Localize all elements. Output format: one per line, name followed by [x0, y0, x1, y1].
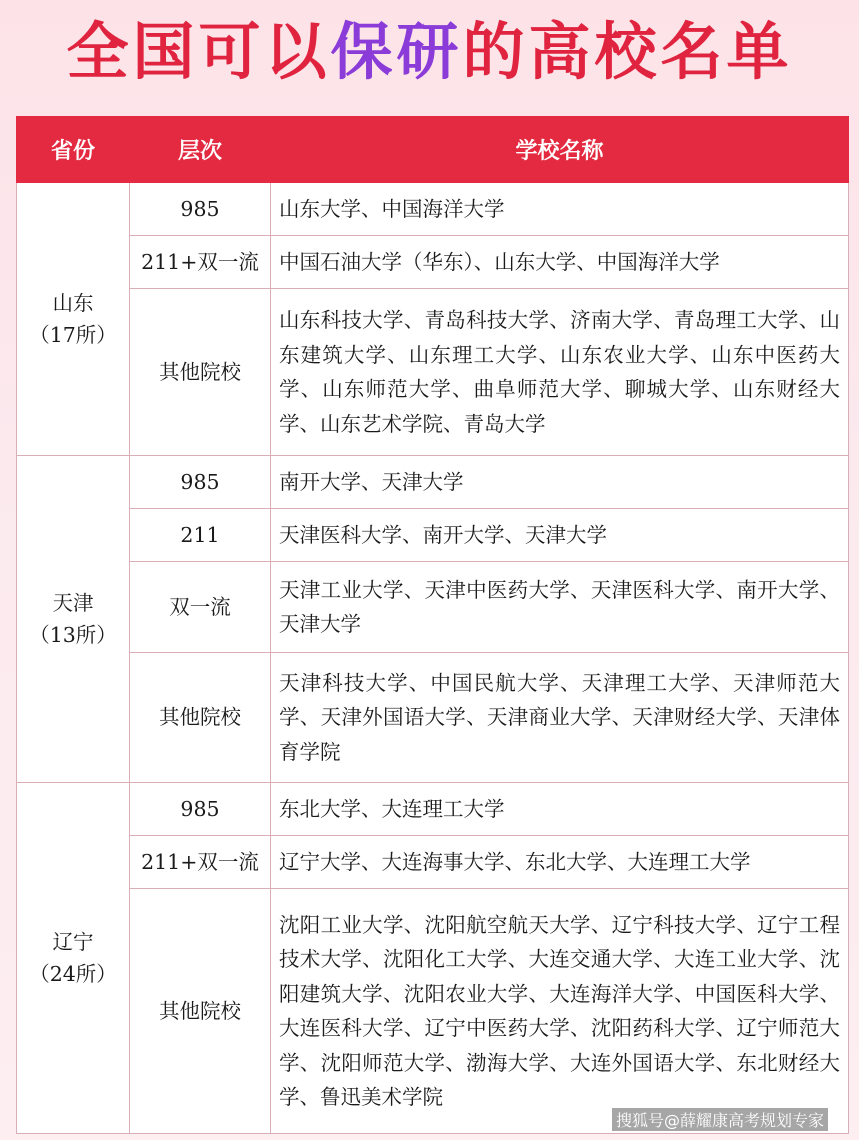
province-count: （17所）	[29, 323, 117, 347]
province-name: 天津	[52, 591, 94, 615]
header-schools: 学校名称	[271, 117, 849, 183]
table-row	[17, 509, 849, 562]
province-count: （13所）	[29, 623, 117, 647]
level-cell: 985	[130, 456, 271, 509]
province-cell-liaoning	[17, 783, 130, 1134]
level-cell: 211+双一流	[130, 236, 271, 289]
header-row	[17, 117, 849, 183]
schools-cell: 辽宁大学、大连海事大学、东北大学、大连理工大学	[271, 836, 849, 889]
schools-cell: 山东大学、中国海洋大学	[271, 183, 849, 236]
level-cell: 985	[130, 183, 271, 236]
table-row	[17, 562, 849, 653]
table-row	[17, 456, 849, 509]
level-cell: 双一流	[130, 562, 271, 653]
table-row	[17, 289, 849, 456]
province-count: （24所）	[29, 962, 117, 986]
table-row	[17, 836, 849, 889]
province-name: 山东	[52, 291, 94, 315]
level-cell: 211	[130, 509, 271, 562]
schools-cell: 中国石油大学（华东）、山东大学、中国海洋大学	[271, 236, 849, 289]
table-row	[17, 236, 849, 289]
level-cell: 其他院校	[130, 653, 271, 783]
title-main: 全国可以	[66, 15, 331, 88]
schools-cell: 东北大学、大连理工大学	[271, 783, 849, 836]
level-cell: 985	[130, 783, 271, 836]
level-cell: 211+双一流	[130, 836, 271, 889]
province-name: 辽宁	[52, 930, 94, 954]
schools-cell: 山东科技大学、青岛科技大学、济南大学、青岛理工大学、山东建筑大学、山东理工大学、山东农业大学、山东中医药大学、山东师范大学、曲阜师范大学、聊城大学、山东财经大学、山东艺术学院、青岛大学	[271, 289, 849, 456]
table-row	[17, 889, 849, 1134]
watermark: 搜狐号@薛耀康高考规划专家	[612, 1108, 828, 1131]
schools-cell: 天津工业大学、天津中医药大学、天津医科大学、南开大学、天津大学	[271, 562, 849, 653]
table-row	[17, 783, 849, 836]
schools-cell: 天津科技大学、中国民航大学、天津理工大学、天津师范大学、天津外国语大学、天津商业大学、天津财经大学、天津体育学院	[271, 653, 849, 783]
title-rest: 的高校名单	[462, 15, 793, 88]
header-level: 层次	[130, 117, 271, 183]
header-province: 省份	[17, 117, 130, 183]
title-highlight: 保研	[330, 15, 463, 88]
table-row	[17, 183, 849, 236]
university-table	[16, 116, 849, 1134]
table-row	[17, 653, 849, 783]
schools-cell: 天津医科大学、南开大学、天津大学	[271, 509, 849, 562]
schools-cell: 南开大学、天津大学	[271, 456, 849, 509]
level-cell: 其他院校	[130, 289, 271, 456]
page-title	[0, 8, 859, 96]
level-cell: 其他院校	[130, 889, 271, 1134]
province-cell-tianjin	[17, 456, 130, 783]
schools-cell: 沈阳工业大学、沈阳航空航天大学、辽宁科技大学、辽宁工程技术大学、沈阳化工大学、大连交通大学、大连工业大学、沈阳建筑大学、沈阳农业大学、大连海洋大学、中国医科大学、大连医科大学、辽宁中医药大学、沈阳药科大学、辽宁师范大学、沈阳师范大学、渤海大学、大连外国语大学、东北财经大学、鲁迅美术学院	[271, 889, 849, 1134]
province-cell-shandong	[17, 183, 130, 456]
